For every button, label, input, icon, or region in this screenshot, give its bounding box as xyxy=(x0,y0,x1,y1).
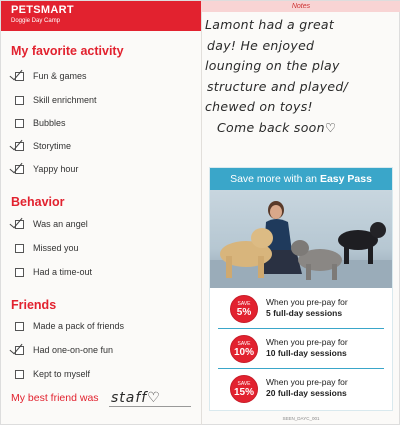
checkbox[interactable] xyxy=(15,96,24,105)
friends-title: Friends xyxy=(11,298,57,312)
behavior-item[interactable] xyxy=(15,241,79,255)
friends-item[interactable] xyxy=(15,367,90,381)
notes-line: Come back soon♡ xyxy=(217,119,337,135)
behavior-title: Behavior xyxy=(11,195,65,209)
footer-code: SEEN_DAYC_001 xyxy=(282,416,320,421)
notes-line: day! He enjoyed xyxy=(207,37,315,53)
easy-pass-heading xyxy=(210,168,392,190)
activity-label: Yappy hour xyxy=(33,164,79,174)
checkbox-checked[interactable] xyxy=(15,72,24,81)
deal-divider xyxy=(218,368,384,369)
save-badge xyxy=(230,375,258,403)
activity-item[interactable] xyxy=(15,139,71,153)
behavior-label: Had a time-out xyxy=(33,267,93,277)
badge-save-text: SAVE xyxy=(237,301,251,307)
behavior-label: Was an angel xyxy=(33,219,88,229)
deal-line1: When you pre-pay for xyxy=(266,337,348,347)
friends-item[interactable] xyxy=(15,319,124,333)
easy-pass-heading-bold: Easy Pass xyxy=(319,173,372,185)
brand-logo: PETSMART xyxy=(11,4,74,16)
badge-save-text: SAVE xyxy=(237,381,251,387)
checkbox-checked[interactable] xyxy=(15,220,24,229)
deal-row xyxy=(210,291,392,329)
activity-item[interactable] xyxy=(15,69,87,83)
notes-line: structure and played/ xyxy=(207,78,349,94)
fold-line xyxy=(201,1,202,425)
checkbox[interactable] xyxy=(15,119,24,128)
friends-label: Had one-on-one fun xyxy=(33,345,114,355)
behavior-item[interactable] xyxy=(15,217,88,231)
friends-item[interactable] xyxy=(15,343,113,357)
checkbox-checked[interactable] xyxy=(15,346,24,355)
activity-label: Skill enrichment xyxy=(33,95,97,105)
deal-divider xyxy=(218,328,384,329)
checkbox[interactable] xyxy=(15,370,24,379)
activity-item[interactable] xyxy=(15,93,97,107)
badge-percent: 15% xyxy=(233,387,254,398)
notes-text xyxy=(203,15,399,138)
brand-subtitle: Doggie Day Camp xyxy=(11,18,61,24)
notes-line: lounging on the play xyxy=(205,58,340,73)
best-friend-value: staff♡ xyxy=(111,390,161,406)
deal-text xyxy=(266,337,348,359)
dogs-photo xyxy=(210,190,392,288)
badge-percent: 5% xyxy=(236,307,252,318)
behavior-label: Missed you xyxy=(33,243,79,253)
deal-line1: When you pre-pay for xyxy=(266,377,348,387)
badge-save-text: SAVE xyxy=(237,341,251,347)
behavior-item[interactable] xyxy=(15,265,92,279)
checkbox-checked[interactable] xyxy=(15,165,24,174)
easy-pass-heading-prefix: Save more with an xyxy=(230,173,320,185)
notes-line: chewed on toys! xyxy=(205,99,313,114)
best-friend-label: My best friend was xyxy=(11,392,99,404)
badge-percent: 10% xyxy=(233,347,254,358)
friends-label: Kept to myself xyxy=(33,369,91,379)
notes-label: Notes xyxy=(291,3,311,10)
deal-row xyxy=(210,331,392,369)
deal-line1: When you pre-pay for xyxy=(266,297,348,307)
checkbox-checked[interactable] xyxy=(15,142,24,151)
activity-item[interactable] xyxy=(15,162,78,176)
checkbox[interactable] xyxy=(15,322,24,331)
deal-row xyxy=(210,371,392,409)
notes-band xyxy=(201,1,400,12)
activity-label: Fun & games xyxy=(33,71,87,81)
deal-line2: 20 full-day sessions xyxy=(266,388,347,398)
activity-label: Storytime xyxy=(33,141,72,151)
activity-title: My favorite activity xyxy=(11,44,124,58)
deal-text xyxy=(266,297,348,319)
deal-line2: 5 full-day sessions xyxy=(266,308,343,318)
deal-text xyxy=(266,377,348,399)
deal-line2: 10 full-day sessions xyxy=(266,348,347,358)
easy-pass-panel xyxy=(209,167,393,411)
best-friend-line xyxy=(109,406,191,407)
friends-label: Made a pack of friends xyxy=(33,321,125,331)
save-badge xyxy=(230,295,258,323)
activity-label: Bubbles xyxy=(33,118,66,128)
checkbox[interactable] xyxy=(15,244,24,253)
checkbox[interactable] xyxy=(15,268,24,277)
notes-line: Lamont had a great xyxy=(205,17,335,32)
save-badge xyxy=(230,335,258,363)
activity-item[interactable] xyxy=(15,116,66,130)
header-band xyxy=(1,1,201,31)
